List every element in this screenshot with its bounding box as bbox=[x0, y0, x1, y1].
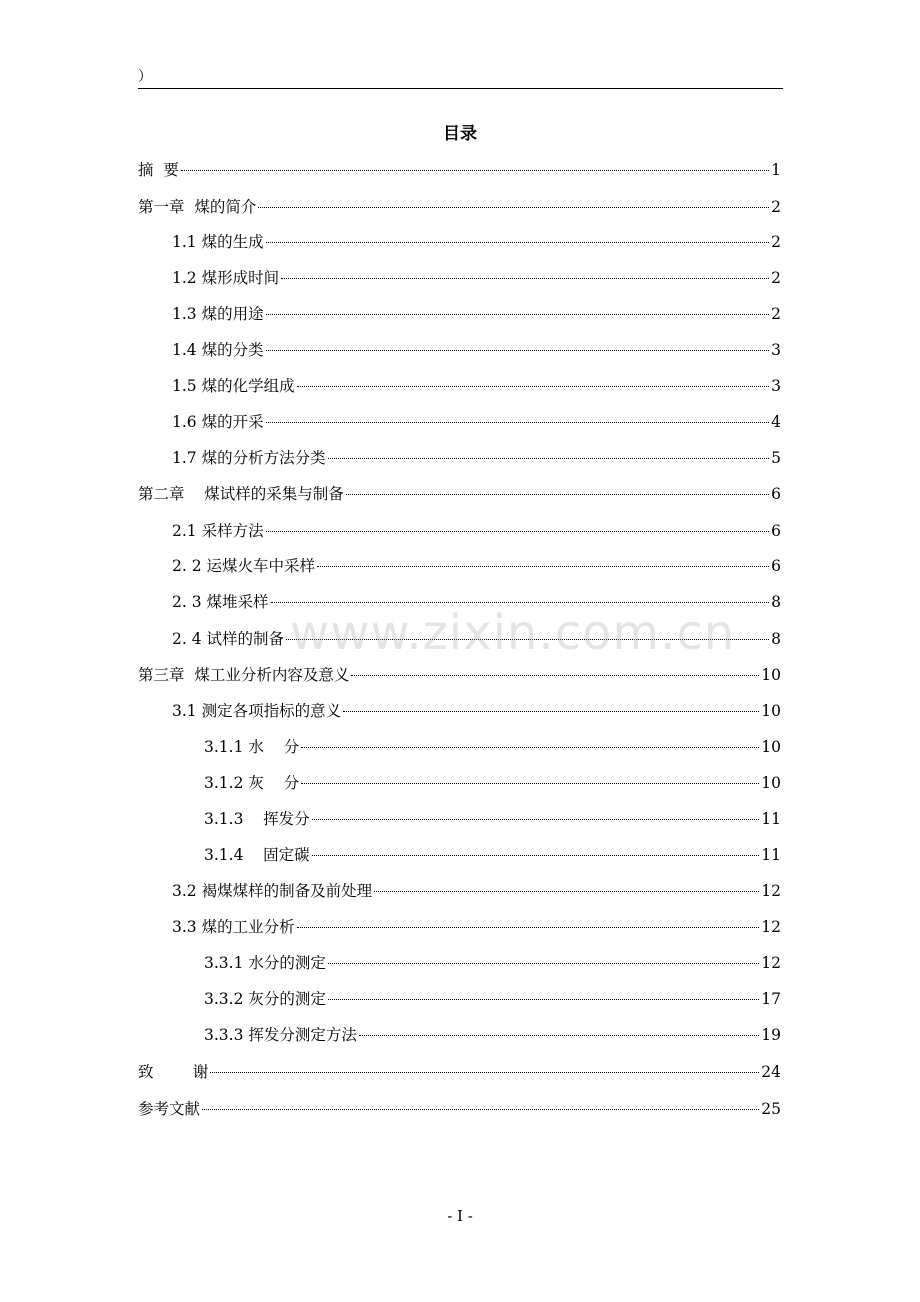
toc-entry-label: 1.6 煤的开采 bbox=[172, 413, 264, 431]
toc-entry-page: 12 bbox=[761, 882, 781, 900]
toc-entry-label: 致 谢 bbox=[138, 1063, 209, 1081]
toc-entry-page: 10 bbox=[761, 702, 781, 720]
toc-entry[interactable] bbox=[172, 338, 781, 360]
toc-leader-dots bbox=[351, 675, 759, 676]
toc-entry-page: 10 bbox=[761, 666, 781, 684]
toc-leader-dots bbox=[271, 602, 770, 603]
toc-leader-dots bbox=[312, 819, 760, 820]
toc-leader-dots bbox=[266, 314, 770, 315]
toc-entry-page: 12 bbox=[761, 918, 781, 936]
toc-leader-dots bbox=[266, 531, 770, 532]
toc-entry[interactable] bbox=[172, 410, 781, 432]
toc-leader-dots bbox=[312, 855, 760, 856]
toc-entry-page: 6 bbox=[771, 485, 781, 503]
toc-leader-dots bbox=[258, 207, 769, 208]
toc-entry[interactable] bbox=[172, 519, 781, 541]
toc-entry-page: 8 bbox=[771, 630, 781, 648]
toc-leader-dots bbox=[297, 927, 760, 928]
toc-entry-page: 19 bbox=[761, 1026, 781, 1044]
toc-entry-label: 2. 4 试样的制备 bbox=[172, 630, 285, 648]
toc-entry[interactable] bbox=[138, 663, 781, 685]
toc-entry-label: 1.5 煤的化学组成 bbox=[172, 377, 295, 395]
toc-entry-label: 参考文献 bbox=[138, 1100, 201, 1118]
toc-entry[interactable] bbox=[172, 446, 781, 468]
toc-leader-dots bbox=[297, 386, 770, 387]
toc-entry[interactable] bbox=[172, 554, 781, 576]
toc-leader-dots bbox=[202, 1109, 759, 1110]
toc-entry-page: 11 bbox=[761, 846, 781, 864]
header-text: ） bbox=[138, 69, 152, 85]
toc-entry[interactable] bbox=[204, 951, 781, 973]
watermark: www.zixin.com.cn bbox=[290, 605, 736, 661]
toc-leader-dots bbox=[359, 1035, 759, 1036]
toc-leader-dots bbox=[301, 783, 759, 784]
toc-entry-page: 10 bbox=[761, 774, 781, 792]
toc-entry[interactable] bbox=[172, 915, 781, 937]
toc-leader-dots bbox=[343, 711, 759, 712]
toc-entry[interactable] bbox=[138, 482, 781, 504]
toc-entry-label: 3.3 煤的工业分析 bbox=[172, 918, 295, 936]
toc-entry-label: 3.1.3 挥发分 bbox=[204, 810, 310, 828]
toc-leader-dots bbox=[281, 278, 769, 279]
toc-leader-dots bbox=[266, 242, 770, 243]
toc-entry-page: 17 bbox=[761, 990, 781, 1008]
toc-entry-page: 2 bbox=[771, 305, 781, 323]
toc-leader-dots bbox=[328, 458, 770, 459]
toc-entry[interactable] bbox=[204, 735, 781, 757]
toc-entry[interactable] bbox=[204, 987, 781, 1009]
page-title: 目录 bbox=[443, 124, 477, 144]
toc-entry-label: 3.1.2 灰 分 bbox=[204, 774, 300, 792]
toc-leader-dots bbox=[181, 170, 769, 171]
toc-entry-page: 10 bbox=[761, 738, 781, 756]
toc-entry[interactable] bbox=[172, 627, 781, 649]
toc-leader-dots bbox=[328, 963, 759, 964]
toc-entry-label: 1.7 煤的分析方法分类 bbox=[172, 449, 326, 467]
toc-entry[interactable] bbox=[204, 807, 781, 829]
toc-leader-dots bbox=[346, 494, 769, 495]
toc-entry[interactable] bbox=[138, 195, 781, 217]
toc-entry-page: 6 bbox=[771, 522, 781, 540]
header-rule bbox=[138, 88, 783, 89]
toc-entry[interactable] bbox=[172, 266, 781, 288]
toc-entry-page: 3 bbox=[771, 341, 781, 359]
toc-entry-label: 第三章 煤工业分析内容及意义 bbox=[138, 666, 350, 684]
toc-entry-page: 2 bbox=[771, 269, 781, 287]
toc-entry[interactable] bbox=[204, 843, 781, 865]
toc-entry-page: 11 bbox=[761, 810, 781, 828]
toc-entry-label: 1.1 煤的生成 bbox=[172, 233, 264, 251]
toc-entry-page: 4 bbox=[771, 413, 781, 431]
toc-entry[interactable] bbox=[172, 374, 781, 396]
toc-entry[interactable] bbox=[204, 1023, 781, 1045]
toc-entry-page: 2 bbox=[771, 233, 781, 251]
toc-entry[interactable] bbox=[172, 879, 781, 901]
toc-entry-page: 6 bbox=[771, 557, 781, 575]
toc-leader-dots bbox=[266, 422, 770, 423]
toc-entry-label: 3.1.4 固定碳 bbox=[204, 846, 310, 864]
toc-entry-label: 3.3.1 水分的测定 bbox=[204, 954, 326, 972]
toc-leader-dots bbox=[286, 639, 769, 640]
toc-entry[interactable] bbox=[138, 1060, 781, 1082]
toc-leader-dots bbox=[317, 566, 769, 567]
toc-entry-label: 3.3.3 挥发分测定方法 bbox=[204, 1026, 357, 1044]
toc-entry-label: 3.1 测定各项指标的意义 bbox=[172, 702, 342, 720]
toc-entry-label: 摘 要 bbox=[138, 161, 179, 179]
toc-entry[interactable] bbox=[172, 230, 781, 252]
toc-entry-label: 第二章 煤试样的采集与制备 bbox=[138, 485, 344, 503]
page-number: - I - bbox=[447, 1207, 473, 1225]
toc-entry-label: 3.2 褐煤煤样的制备及前处理 bbox=[172, 882, 373, 900]
toc-entry-label: 1.2 煤形成时间 bbox=[172, 269, 280, 287]
toc-entry[interactable] bbox=[138, 1097, 781, 1119]
toc-leader-dots bbox=[301, 747, 759, 748]
toc-entry-page: 8 bbox=[771, 593, 781, 611]
toc-entry-page: 25 bbox=[761, 1100, 781, 1118]
toc-entry-page: 24 bbox=[761, 1063, 781, 1081]
toc-entry-page: 3 bbox=[771, 377, 781, 395]
toc-entry-label: 2.1 采样方法 bbox=[172, 522, 264, 540]
toc-leader-dots bbox=[266, 350, 770, 351]
toc-entry-label: 2. 3 煤堆采样 bbox=[172, 593, 269, 611]
toc-entry[interactable] bbox=[172, 302, 781, 324]
toc-entry[interactable] bbox=[138, 158, 781, 180]
toc-entry-label: 第一章 煤的简介 bbox=[138, 198, 257, 216]
toc-entry-label: 3.3.2 灰分的测定 bbox=[204, 990, 326, 1008]
toc-entry[interactable] bbox=[172, 699, 781, 721]
toc-entry-label: 2. 2 运煤火车中采样 bbox=[172, 557, 316, 575]
toc-entry[interactable] bbox=[172, 590, 781, 612]
toc-entry[interactable] bbox=[204, 771, 781, 793]
toc-entry-label: 1.3 煤的用途 bbox=[172, 305, 264, 323]
toc-leader-dots bbox=[328, 999, 759, 1000]
toc-entry-page: 2 bbox=[771, 198, 781, 216]
toc-leader-dots bbox=[210, 1072, 759, 1073]
toc-entry-label: 3.1.1 水 分 bbox=[204, 738, 300, 756]
toc-entry-page: 1 bbox=[771, 161, 781, 179]
toc-leader-dots bbox=[374, 891, 759, 892]
toc-entry-label: 1.4 煤的分类 bbox=[172, 341, 264, 359]
toc-entry-page: 5 bbox=[771, 449, 781, 467]
toc-entry-page: 12 bbox=[761, 954, 781, 972]
